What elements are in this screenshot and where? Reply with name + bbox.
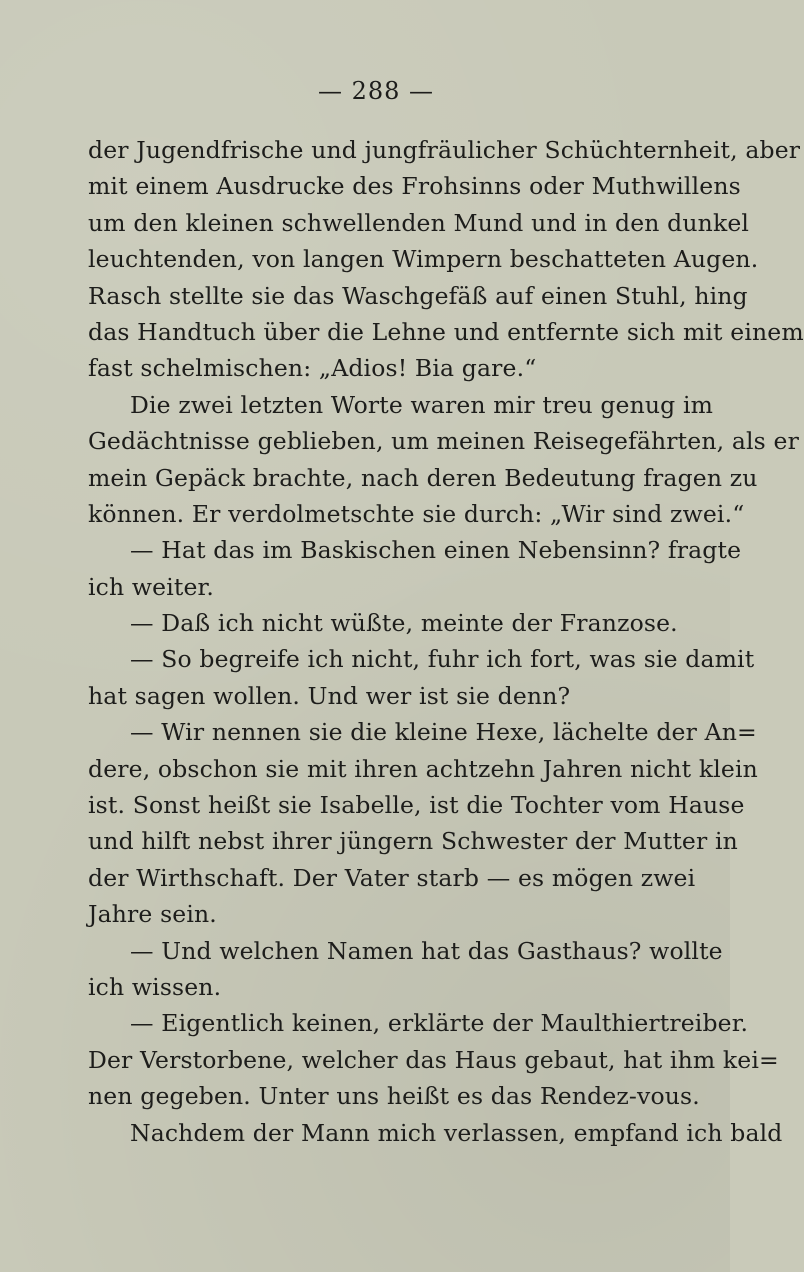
- text-line: der Jugendfrische und jungfräulicher Schüchternheit, aber: [88, 136, 801, 164]
- text-line: nen gegeben. Unter uns heißt es das Rendez-vous.: [88, 1082, 700, 1111]
- text-line: — Daß ich nicht wüßte, meinte der Franzose.: [130, 609, 678, 638]
- text-line: ist. Sonst heißt sie Isabelle, ist die Tochter vom Hause: [88, 791, 745, 820]
- text-line: mein Gepäck brachte, nach deren Bedeutung fragen zu: [88, 463, 758, 492]
- text-line: Nachdem der Mann mich verlassen, empfand ich bald: [130, 1118, 783, 1147]
- text-line: Jahre sein.: [88, 900, 217, 929]
- text-line: Gedächtnisse geblieben, um meinen Reisegefährten, als er: [88, 427, 799, 456]
- text-line: können. Er verdolmetschte sie durch: „Wir sind zwei.“: [88, 499, 745, 528]
- text-line: leuchtenden, von langen Wimpern beschatteten Augen.: [88, 245, 759, 274]
- text-line: fast schelmischen: „Adios! Bia gare.“: [88, 354, 537, 383]
- text-line: — Hat das im Baskischen einen Nebensinn? fragte: [130, 536, 742, 565]
- text-line: das Handtuch über die Lehne und entfernte sich mit einem: [88, 317, 804, 346]
- text-line: ich weiter.: [88, 572, 214, 601]
- text-line: mit einem Ausdrucke des Frohsinns oder Muthwillens: [88, 172, 741, 201]
- text-line: der Wirthschaft. Der Vater starb — es mögen zwei: [88, 863, 696, 892]
- body-text: [88, 132, 804, 1151]
- text-line: — So begreife ich nicht, fuhr ich fort, was sie damit: [130, 645, 755, 674]
- text-line: — Eigentlich keinen, erklärte der Maulthiertreiber.: [130, 1009, 749, 1038]
- text-line: ich wissen.: [88, 972, 222, 1001]
- text-line: — Wir nennen sie die kleine Hexe, lächelte der An=: [130, 718, 757, 747]
- text-line: Die zwei letzten Worte waren mir treu genug im: [130, 390, 714, 419]
- page-number: — 288 —: [317, 77, 435, 105]
- text-line: hat sagen wollen. Und wer ist sie denn?: [88, 681, 571, 710]
- text-line: dere, obschon sie mit ihren achtzehn Jahren nicht klein: [88, 754, 758, 783]
- text-line: um den kleinen schwellenden Mund und in den dunkel: [88, 208, 750, 237]
- text-line: Rasch stellte sie das Waschgefäß auf einen Stuhl, hing: [88, 281, 748, 310]
- text-line: — Und welchen Namen hat das Gasthaus? wollte: [130, 936, 723, 965]
- text-line: Der Verstorbene, welcher das Haus gebaut, hat ihm kei=: [88, 1045, 779, 1074]
- text-line: und hilft nebst ihrer jüngern Schwester der Mutter in: [88, 827, 738, 856]
